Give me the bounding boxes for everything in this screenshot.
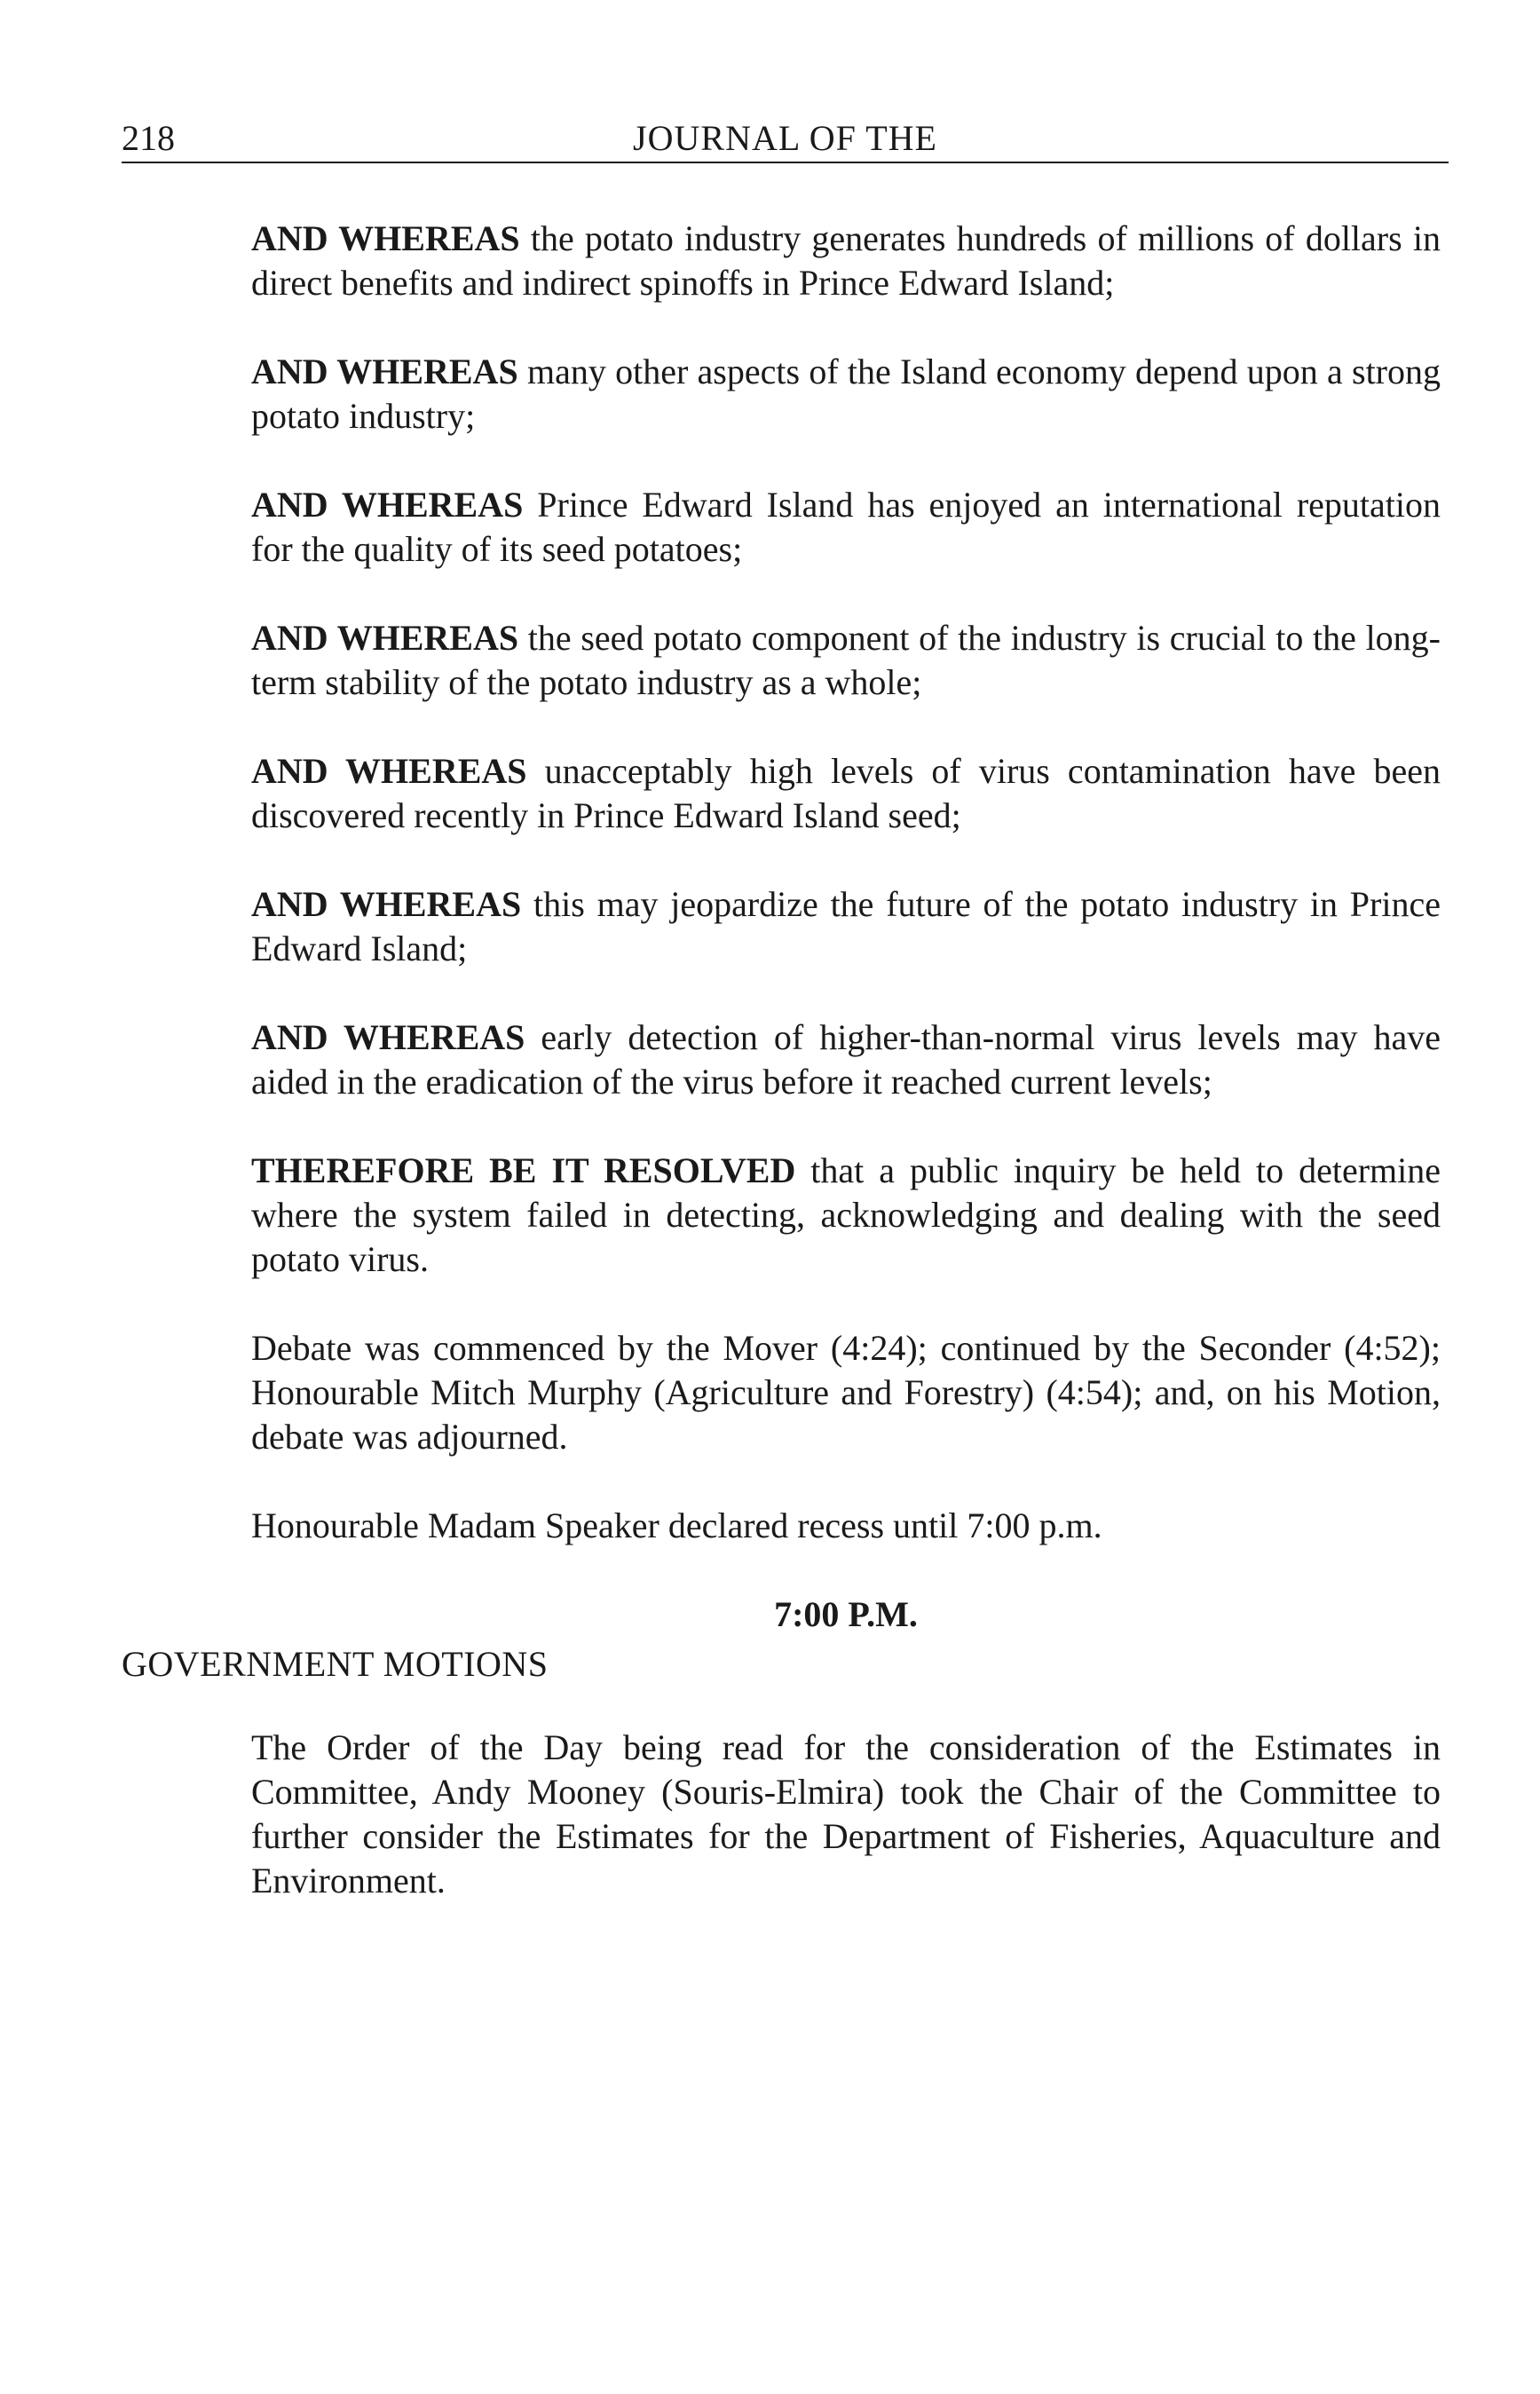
paragraph-text: unacceptably high levels of virus contamination have been discovered recently in Prince Edward Island seed; (251, 751, 1441, 835)
recess-paragraph: Honourable Madam Speaker declared recess until 7:00 p.m. (251, 1505, 1102, 1545)
whereas-paragraph (251, 217, 1441, 305)
paragraph-text: the potato industry generates hundreds of millions of dollars in direct benefits and indirect spinoffs in Prince Edward Island; (251, 218, 1441, 303)
paragraph-text: that a public inquiry be held to determine where the system failed in detecting, acknowledging and dealing with the seed potato virus. (251, 1150, 1441, 1279)
paragraph-text: this may jeopardize the future of the potato industry in Prince Edward Island; (251, 884, 1441, 968)
paragraph-lead: AND WHEREAS (251, 618, 519, 658)
paragraph-lead: AND WHEREAS (251, 884, 522, 924)
whereas-paragraph (251, 749, 1441, 838)
page-number: 218 (122, 118, 175, 158)
paragraph-text: early detection of higher-than-normal virus levels may have aided in the eradication of the virus before it reached current levels; (251, 1017, 1441, 1102)
whereas-paragraph (251, 483, 1441, 572)
whereas-paragraph (251, 350, 1441, 439)
resolution-paragraph (251, 1149, 1441, 1282)
page-header (122, 115, 1449, 163)
time-heading: 7:00 P.M. (774, 1594, 918, 1634)
paragraph-lead: THEREFORE BE IT RESOLVED (251, 1150, 796, 1190)
whereas-paragraph (251, 1015, 1441, 1104)
paragraph-text: Prince Edward Island has enjoyed an international reputation for the quality of its seed potatoes; (251, 485, 1441, 569)
body-text (122, 217, 1441, 1948)
running-title: JOURNAL OF THE (633, 118, 937, 158)
whereas-paragraph (251, 882, 1441, 971)
debate-paragraph: Debate was commenced by the Mover (4:24); continued by the Seconder (4:52); Honourable Mitch Murphy (Agriculture and Forestry) (4:54); and, on his Motion, debate was adjourned. (251, 1328, 1441, 1457)
government-motion-paragraph: The Order of the Day being read for the consideration of the Estimates in Committee, Andy Mooney (Souris-Elmira) took the Chair of the Committee to further consider the Estimates for the Department of Fisheries, Aquaculture and Environment. (251, 1727, 1441, 1900)
whereas-paragraph (251, 616, 1441, 705)
paragraph-lead: AND WHEREAS (251, 352, 518, 391)
paragraph-lead: AND WHEREAS (251, 1017, 525, 1057)
paragraph-text: the seed potato component of the industry is crucial to the long-term stability of the potato industry as a whole; (251, 618, 1441, 702)
section-heading: GOVERNMENT MOTIONS (122, 1644, 549, 1684)
paragraph-lead: AND WHEREAS (251, 485, 524, 525)
paragraph-text: many other aspects of the Island economy depend upon a strong potato industry; (251, 352, 1441, 436)
paragraph-lead: AND WHEREAS (251, 751, 527, 791)
paragraph-lead: AND WHEREAS (251, 218, 520, 258)
